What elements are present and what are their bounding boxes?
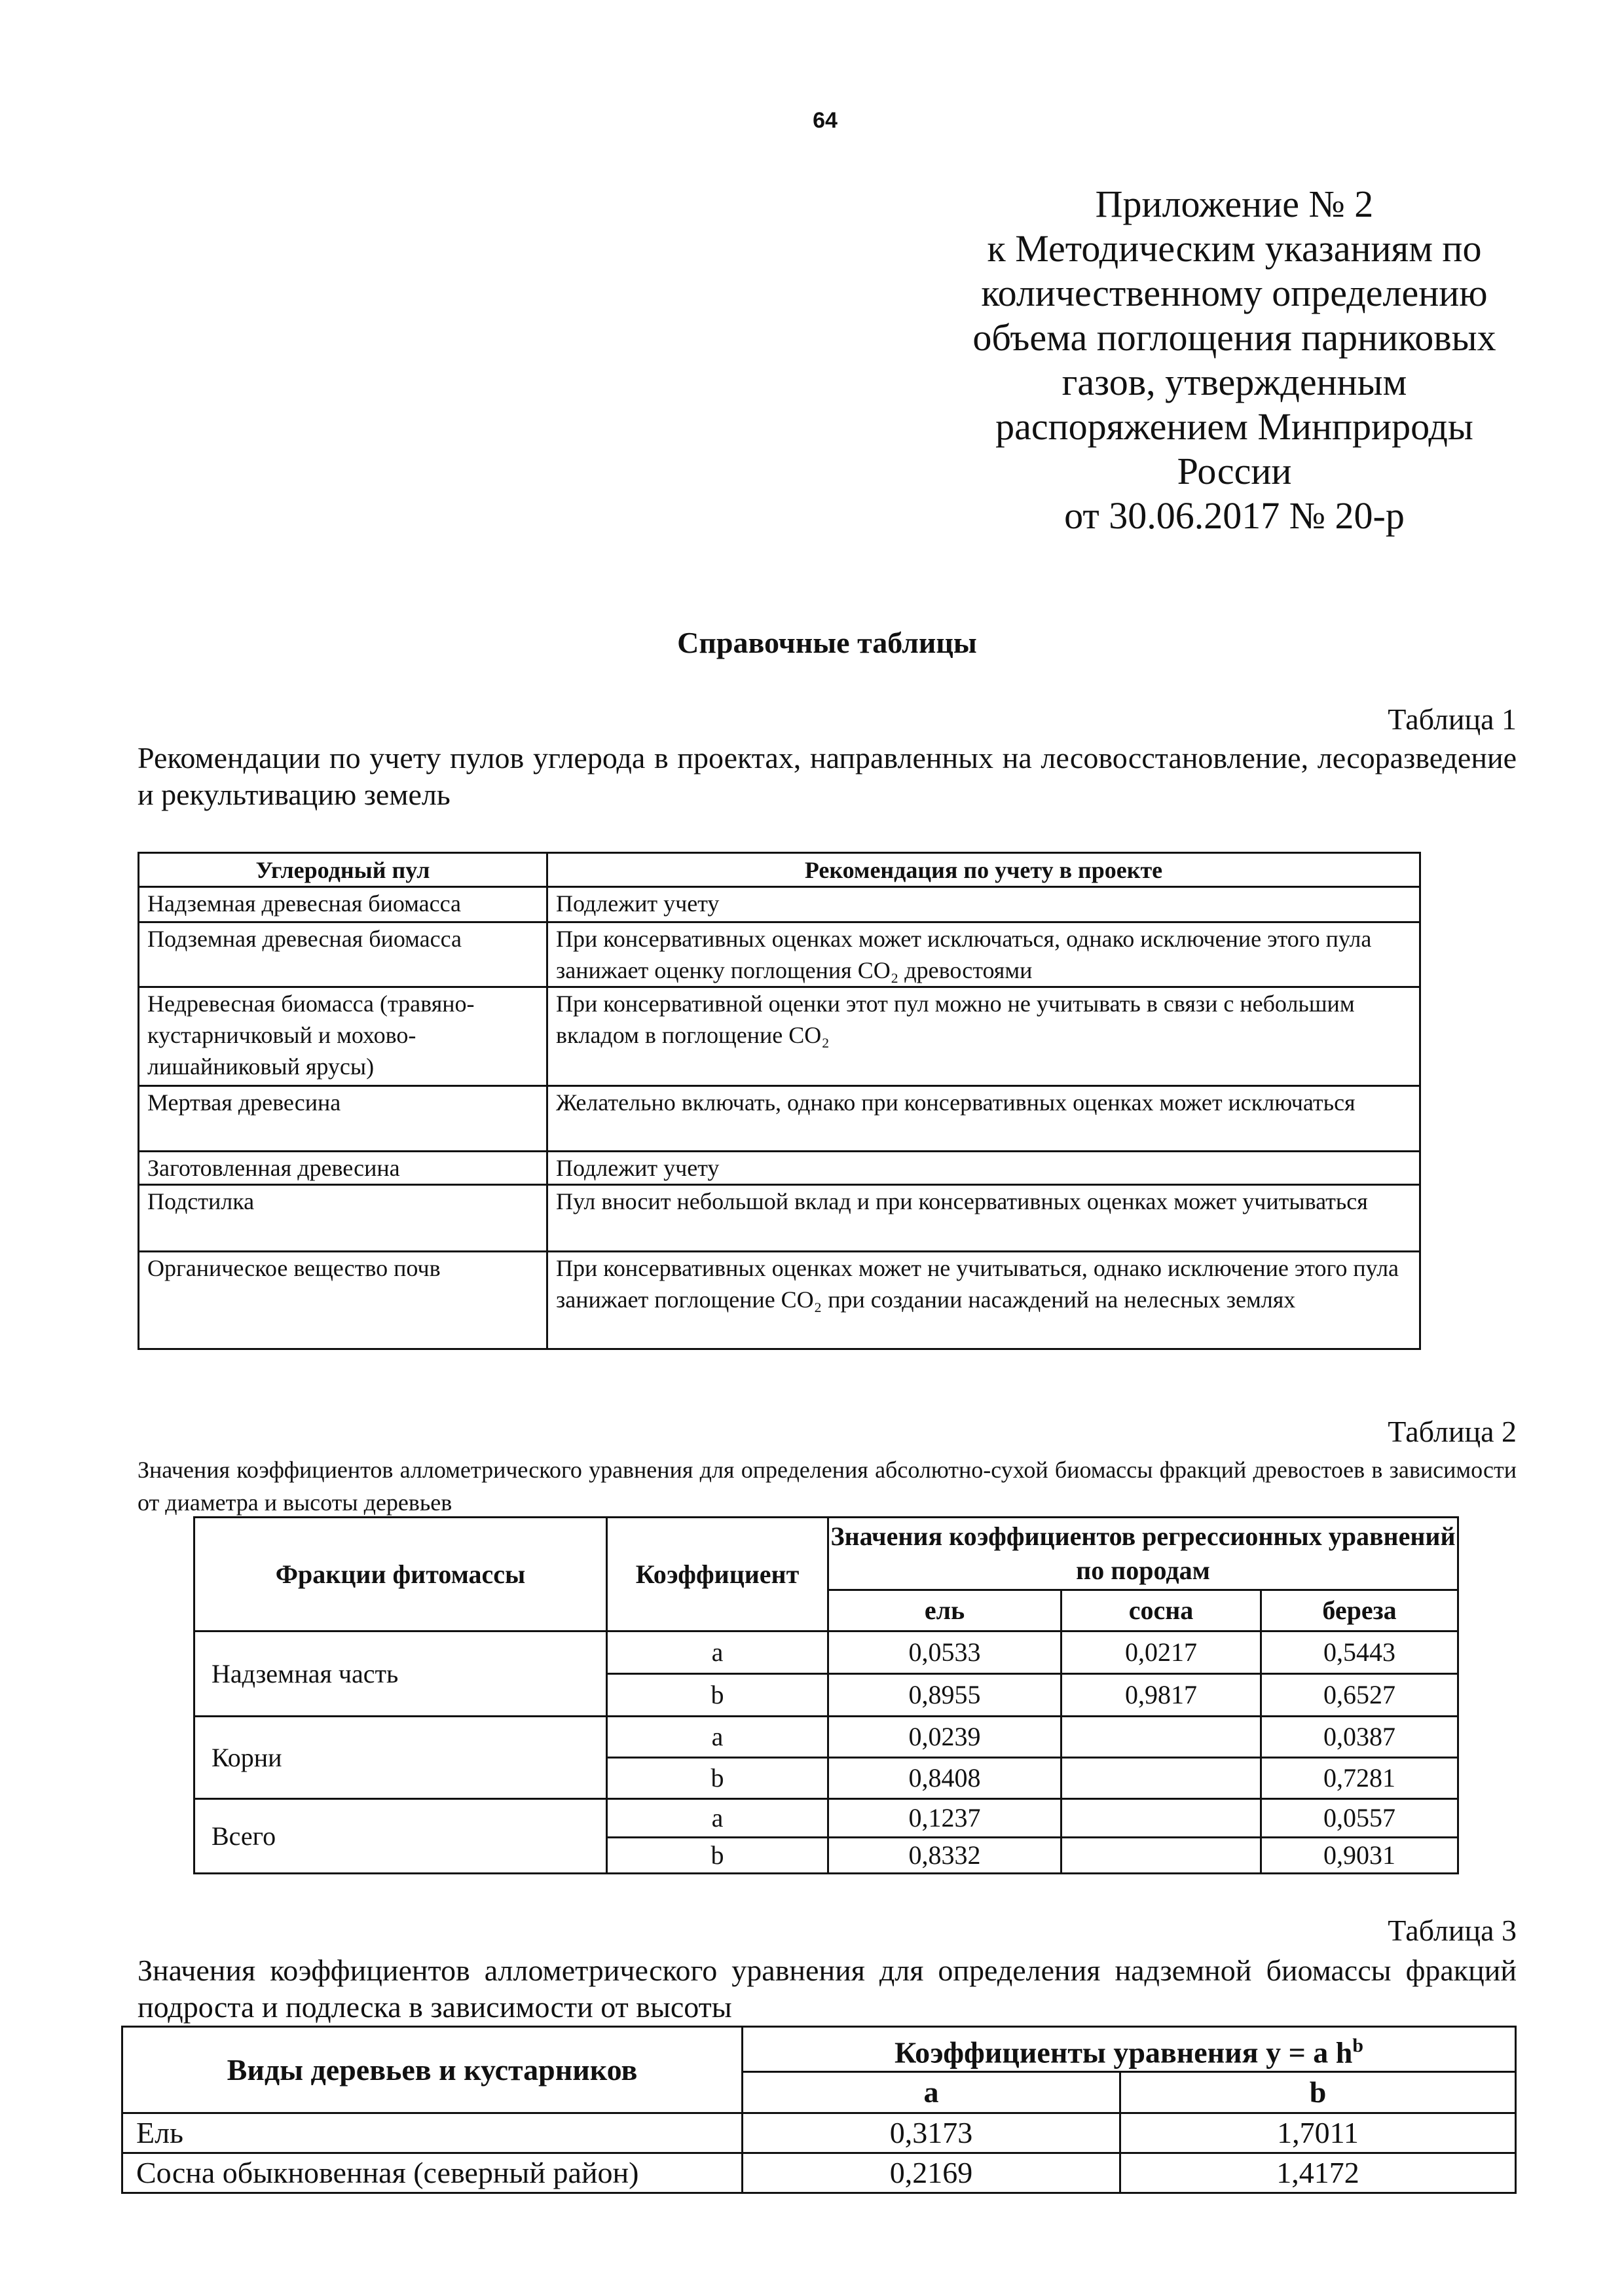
appendix-line: от 30.06.2017 № 20-р xyxy=(1064,494,1405,537)
table3-caption: Значения коэффициентов аллометрического уравнения для определения надземной биомассы фракций подроста и подлеска в зависимости от высоты xyxy=(138,1954,1517,2024)
appendix-line: к Методическим указаниям по xyxy=(987,227,1482,270)
value-cell: 0,8955 xyxy=(828,1674,1061,1717)
header-group: Значения коэффициентов регрессионных уравнений по породам xyxy=(828,1518,1458,1590)
fraction-cell: Надземная часть xyxy=(194,1631,607,1717)
table1-label: Таблица 1 xyxy=(1388,702,1517,736)
table-row xyxy=(122,2153,1516,2193)
table2-caption: Значения коэффициентов аллометрического уравнения для определения абсолютно-сухой биомассы фракций древостоев в зависимости от диаметра и высоты деревьев xyxy=(138,1457,1517,1516)
table-row xyxy=(122,2113,1516,2153)
a-cell: 0,2169 xyxy=(743,2153,1120,2193)
table-row xyxy=(139,1185,1420,1252)
table2-label: Таблица 2 xyxy=(1388,1415,1517,1448)
coef-cell: a xyxy=(607,1799,828,1838)
appendix-line: количественному определению xyxy=(981,272,1488,314)
header-species: ель xyxy=(828,1590,1061,1631)
rec-cell: При консервативных оценках может не учитываться, однако исключение этого пула занижает поглощение CO₂ при создании насаждений на нелесных землях xyxy=(547,1252,1420,1349)
coef-cell: a xyxy=(607,1717,828,1758)
value-cell xyxy=(1061,1758,1261,1799)
rec-cell: При консервативной оценки этот пул можно не учитывать в связи с небольшим вкладом в поглощение CO₂ xyxy=(547,987,1420,1086)
pool-cell: Органическое вещество почв xyxy=(139,1252,547,1349)
value-cell: 0,8408 xyxy=(828,1758,1061,1799)
header-pool: Углеродный пул xyxy=(139,853,547,887)
value-cell: 0,0557 xyxy=(1261,1799,1458,1838)
coef-cell: b xyxy=(607,1838,828,1874)
header-group-exponent: b xyxy=(1352,2035,1363,2056)
value-cell xyxy=(1061,1799,1261,1838)
pool-cell: Мертвая древесина xyxy=(139,1086,547,1152)
a-cell: 0,3173 xyxy=(743,2113,1120,2153)
value-cell: 0,9817 xyxy=(1061,1674,1261,1717)
header-b: b xyxy=(1120,2072,1516,2113)
pool-cell: Подземная древесная биомасса xyxy=(139,922,547,987)
appendix-line: газов, утвержденным xyxy=(1061,361,1407,403)
allometric-coefficients-table xyxy=(193,1516,1459,1874)
value-cell: 0,0239 xyxy=(828,1717,1061,1758)
rec-cell: Пул вносит небольшой вклад и при консервативных оценках может учитываться xyxy=(547,1185,1420,1252)
header-species: сосна xyxy=(1061,1590,1261,1631)
value-cell: 0,6527 xyxy=(1261,1674,1458,1717)
pool-cell: Заготовленная древесина xyxy=(139,1152,547,1185)
header-group xyxy=(743,2027,1516,2072)
fraction-cell: Корни xyxy=(194,1717,607,1799)
species-cell: Сосна обыкновенная (северный район) xyxy=(122,2153,743,2193)
table1-caption: Рекомендации по учету пулов углерода в проектах, направленных на лесовосстановление, лесоразведение и рекультивацию земель xyxy=(138,741,1517,811)
table-row xyxy=(139,1152,1420,1185)
table-row xyxy=(194,1631,1458,1674)
rec-cell: При консервативных оценках может исключаться, однако исключение этого пула занижает оценку поглощения CO₂ древостоями xyxy=(547,922,1420,987)
header-species: береза xyxy=(1261,1590,1458,1631)
value-cell: 0,0387 xyxy=(1261,1717,1458,1758)
value-cell: 0,0217 xyxy=(1061,1631,1261,1674)
appendix-line: России xyxy=(1177,450,1292,492)
page-number: 64 xyxy=(813,108,838,133)
appendix-line: распоряжением Минприроды xyxy=(995,405,1473,448)
b-cell: 1,4172 xyxy=(1120,2153,1516,2193)
appendix-line: объема поглощения парниковых xyxy=(972,316,1496,359)
table-row xyxy=(139,1086,1420,1152)
appendix-header xyxy=(904,182,1565,538)
section-title: Справочные таблицы xyxy=(677,626,977,659)
table-row xyxy=(139,1252,1420,1349)
value-cell: 0,5443 xyxy=(1261,1631,1458,1674)
header-coefficient: Коэффициент xyxy=(607,1518,828,1631)
rec-cell: Подлежит учету xyxy=(547,887,1420,922)
coef-cell: b xyxy=(607,1674,828,1717)
table-row xyxy=(139,987,1420,1086)
pool-cell: Недревесная биомасса (травяно-кустарничковый и мохово-лишайниковый ярусы) xyxy=(139,987,547,1086)
header-species: Виды деревьев и кустарников xyxy=(122,2027,743,2113)
coef-cell: b xyxy=(607,1758,828,1799)
value-cell: 0,7281 xyxy=(1261,1758,1458,1799)
b-cell: 1,7011 xyxy=(1120,2113,1516,2153)
header-group-text: Коэффициенты уравнения y = a h xyxy=(895,2035,1353,2069)
table-row xyxy=(139,887,1420,922)
rec-cell: Подлежит учету xyxy=(547,1152,1420,1185)
coef-cell: a xyxy=(607,1631,828,1674)
value-cell: 0,1237 xyxy=(828,1799,1061,1838)
header-fraction: Фракции фитомассы xyxy=(194,1518,607,1631)
table-row xyxy=(194,1799,1458,1838)
undergrowth-coefficients-table xyxy=(121,2026,1517,2194)
species-cell: Ель xyxy=(122,2113,743,2153)
table-row xyxy=(139,922,1420,987)
value-cell xyxy=(1061,1717,1261,1758)
value-cell: 0,8332 xyxy=(828,1838,1061,1874)
carbon-pools-table xyxy=(138,852,1421,1350)
appendix-line: Приложение № 2 xyxy=(1095,183,1374,225)
header-recommendation: Рекомендация по учету в проекте xyxy=(547,853,1420,887)
fraction-cell: Всего xyxy=(194,1799,607,1874)
value-cell: 0,9031 xyxy=(1261,1838,1458,1874)
value-cell: 0,0533 xyxy=(828,1631,1061,1674)
table-header-row xyxy=(139,853,1420,887)
table-row xyxy=(194,1717,1458,1758)
table3-label: Таблица 3 xyxy=(1388,1914,1517,1947)
rec-cell: Желательно включать, однако при консервативных оценках может исключаться xyxy=(547,1086,1420,1152)
pool-cell: Надземная древесная биомасса xyxy=(139,887,547,922)
pool-cell: Подстилка xyxy=(139,1185,547,1252)
header-a: a xyxy=(743,2072,1120,2113)
value-cell xyxy=(1061,1838,1261,1874)
